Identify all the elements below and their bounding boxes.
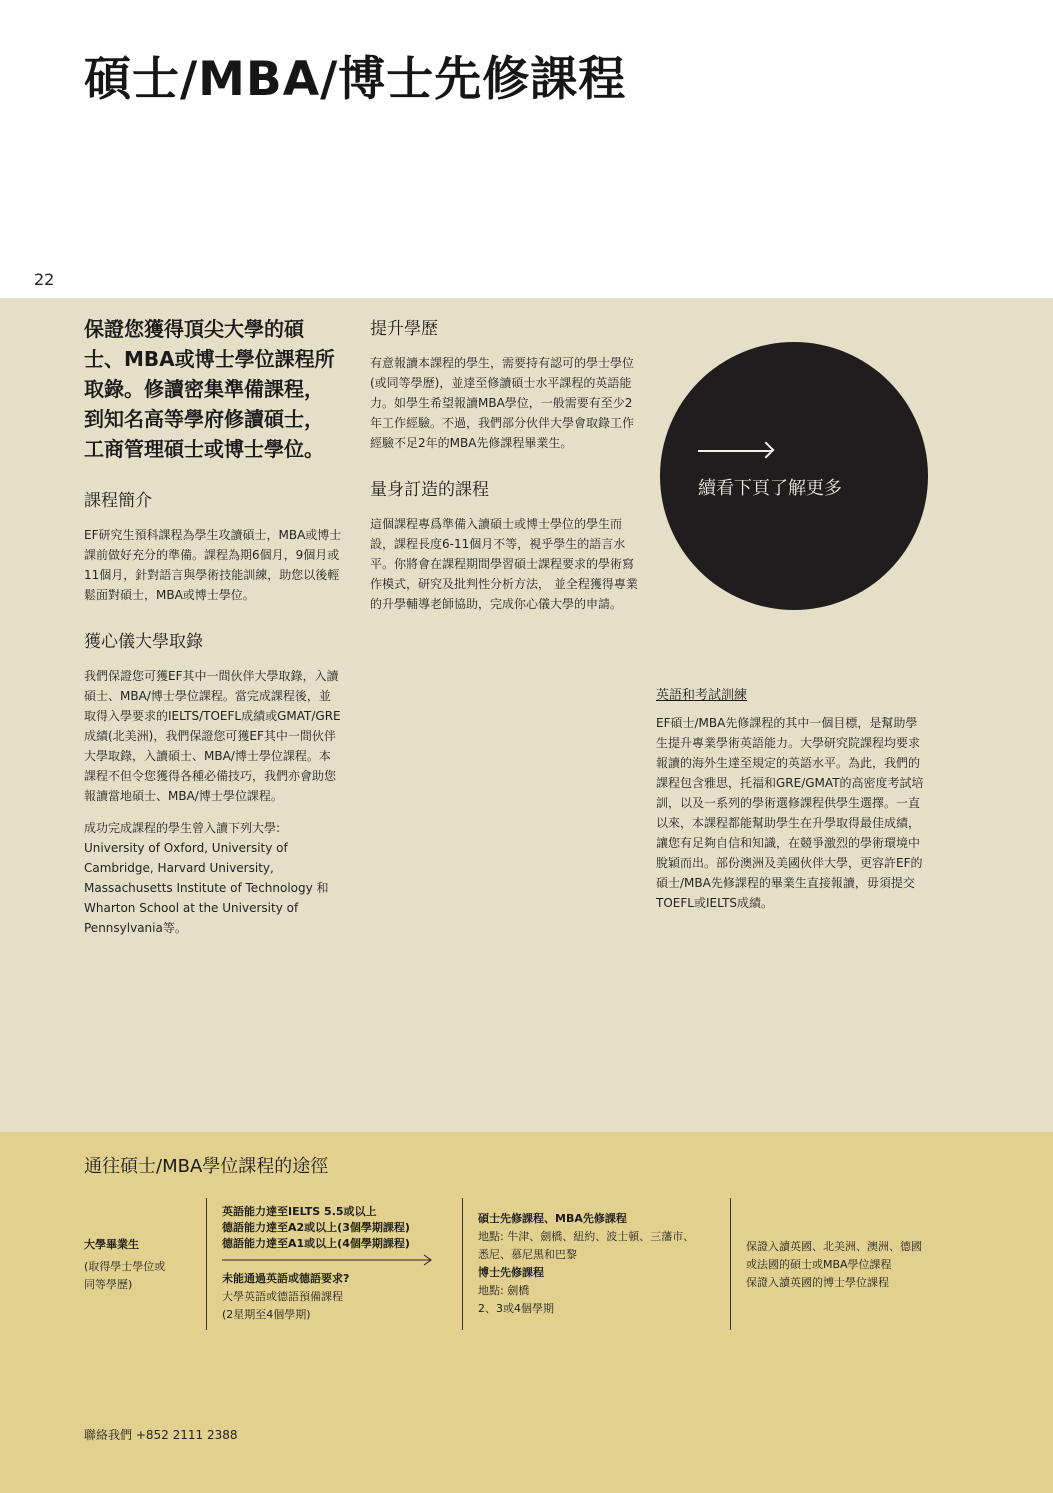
continue-reading-circle <box>660 342 928 610</box>
contact-info: 聯絡我們 +852 2111 2388 <box>84 1428 238 1442</box>
tailored-text: 這個課程專爲準備入讀碩士或博士學位的學生而設，課程長度6-11個月不等，視乎學生的語言水平。你將會在課程期間學習碩士課程要求的學術寫作模式，研究及批判性分析方法， 並全程獲得專業的升學輔導老師協助，完成你心儀大學的申請。 <box>370 517 638 611</box>
exam-training-text: EF碩士/MBA先修課程的其中一個目標，是幫助學生提升專業學術英語能力。大學研究院課程均要求報讀的海外生達至規定的英語水平。為此，我們的課程包含雅思，托福和GRE/GMAT的高密度考試培訓，以及一系列的學術選修課程供學生選擇。一直以來，本課程都能幫助學生在升學取得最佳成績，讓您有足夠自信和知識，在競爭激烈的學術環境中脫穎而出。部份澳洲及美國伙伴大學，更容許EF的碩士/MBA先修課程的畢業生直接報讀，毋須提交TOEFL或IELTS成績。 <box>656 716 924 910</box>
admission-section <box>84 627 342 938</box>
phd-program-title: 博士先修課程 <box>478 1266 544 1279</box>
result-line-1: 保證入讀英國、北美洲、澳洲、德國 <box>746 1240 922 1253</box>
left-column <box>84 314 342 960</box>
tailored-heading: 量身訂造的課程 <box>370 480 489 500</box>
pathway-results <box>746 1238 966 1292</box>
page-number: 22 <box>34 270 55 289</box>
admission-heading: 獲心儀大學取錄 <box>84 632 203 652</box>
lead-paragraph: 保證您獲得頂尖大學的碩士、MBA或博士學位課程所取錄。修讀密集準備課程，到知名高等學府修讀碩士，工商管理碩士或博士學位。 <box>84 317 335 461</box>
upgrade-heading: 提升學歷 <box>370 319 438 339</box>
requirement-2: 德語能力達至A2或以上(3個學期課程) <box>222 1221 410 1234</box>
master-program-title: 碩士先修課程、MBA先修課程 <box>478 1212 627 1225</box>
arrow-right-icon <box>222 1253 434 1267</box>
requirement-3: 德語能力達至A1或以上(4個學期課程) <box>222 1237 410 1250</box>
phd-program-location: 地點: 劍橋 <box>478 1284 530 1297</box>
upgrade-text: 有意報讀本課程的學生，需要持有認可的學士學位(或同等學歷)，並達至修讀碩士水平課程的英語能力。如學生希望報讀MBA學位，一般需要有至少2年工作經驗。不過，我們部分伙伴大學會取錄工作經驗不足2年的MBA先修課程畢業生。 <box>370 356 635 450</box>
requirement-1: 英語能力達至IELTS 5.5或以上 <box>222 1205 377 1218</box>
arrow-right-icon <box>698 450 772 452</box>
fail-title: 未能通過英語或德語要求? <box>222 1272 350 1285</box>
upgrade-section <box>370 314 638 453</box>
result-line-2: 或法國的碩士或MBA學位課程 <box>746 1258 892 1271</box>
tailored-section <box>370 475 638 614</box>
right-column <box>656 684 924 913</box>
admission-text: 我們保證您可獲EF其中一間伙伴大學取錄，入讀碩士、MBA/博士學位課程。當完成課程後，並取得入學要求的IELTS/TOEFL成績或GMAT/GRE成績(北美洲)，我們保證您可獲EF其中一間伙伴大學取錄，入讀碩士、MBA/博士學位課程。本課程不但令您獲得各種必備技巧，我們亦會助您報讀當地碩士、MBA/博士學位課程。 <box>84 669 341 803</box>
pathway-divider-2 <box>462 1198 463 1330</box>
fail-line-1: 大學英語或德語預備課程 <box>222 1290 343 1303</box>
alumni-text: 成功完成課程的學生曾入讀下列大學: University of Oxford, University of Cambridge, Harvard University, Massachusetts Institute of Technology 和 Wharton School at the University of Pennsylvania等。 <box>84 821 329 935</box>
middle-column <box>370 314 638 636</box>
phd-program-length: 2、3或4個學期 <box>478 1302 554 1315</box>
graduate-title: 大學畢業生 <box>84 1238 139 1251</box>
continue-reading-label: 續看下頁了解更多 <box>698 478 842 499</box>
overview-section <box>84 486 342 605</box>
result-line-3: 保證入讀英國的博士學位課程 <box>746 1276 889 1289</box>
fail-line-2: (2星期至4個學期) <box>222 1308 311 1321</box>
pathway-title: 通往碩士/MBA學位課程的途徑 <box>84 1156 329 1177</box>
graduate-sub-2: 同等學歷) <box>84 1278 133 1291</box>
exam-training-heading: 英語和考試訓練 <box>656 688 748 703</box>
pathway-requirements <box>222 1204 444 1324</box>
pathway-divider-3 <box>730 1198 731 1330</box>
master-program-location-2: 悉尼、慕尼黑和巴黎 <box>478 1248 577 1261</box>
overview-text: EF研究生預科課程為學生攻讀碩士，MBA或博士課前做好充分的準備。課程為期6個月，9個月或11個月，針對語言與學術技能訓練，助您以後輕鬆面對碩士，MBA或博士學位。 <box>84 528 342 602</box>
pathway-divider-1 <box>206 1198 207 1330</box>
page-title: 碩士/MBA/博士先修課程 <box>84 52 627 107</box>
pathway-programs <box>478 1210 718 1318</box>
pathway-graduate <box>84 1236 196 1294</box>
master-program-location-1: 地點: 牛津、劍橋、紐約、波士頓、三藩市、 <box>478 1230 695 1243</box>
graduate-sub-1: (取得學士學位或 <box>84 1260 166 1273</box>
overview-heading: 課程簡介 <box>84 491 152 511</box>
